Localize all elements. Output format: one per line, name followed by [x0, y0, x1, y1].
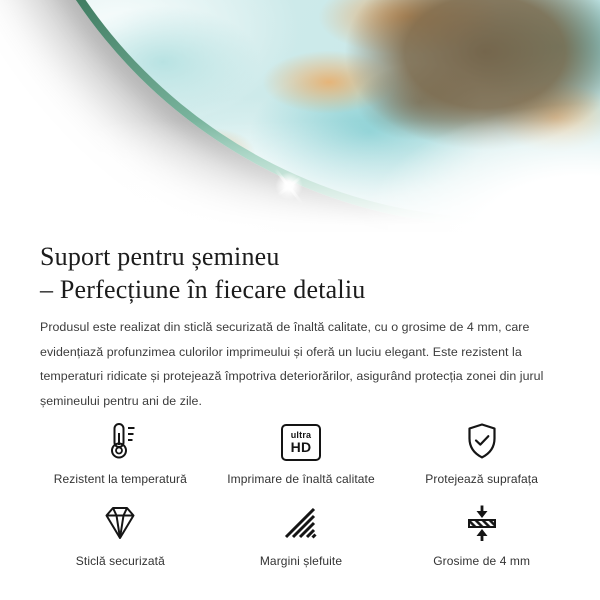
page-title-line2: – Perfecțiune în fiecare detaliu: [40, 275, 366, 304]
content-block: [0, 240, 600, 413]
page-title: [40, 240, 570, 306]
feature-label: Protejează suprafața: [425, 472, 539, 486]
feature-ultra-hd-print: [211, 419, 392, 486]
sparkle-highlight-icon: [274, 171, 304, 201]
polished-edges-icon: [281, 501, 321, 543]
feature-label: Imprimare de înaltă calitate: [227, 472, 375, 486]
ultra-hd-badge-bottom-text: HD: [290, 439, 312, 455]
feature-polished-edges: [211, 501, 392, 568]
ultra-hd-icon: [281, 419, 321, 461]
thickness-icon: [462, 501, 502, 543]
shield-check-icon: [462, 419, 502, 461]
feature-grid: [30, 419, 572, 568]
diamond-icon: [100, 501, 140, 543]
feature-label: Grosime de 4 mm: [433, 554, 531, 568]
feature-temperature-resistant: [30, 419, 211, 486]
feature-label: Rezistent la temperatură: [53, 472, 187, 486]
page-title-line1: Suport pentru șemineu: [40, 242, 280, 271]
feature-protects-surface: [391, 419, 572, 486]
product-description: Produsul este realizat din sticlă securizată de înaltă calitate, cu o grosime de 4 mm, care evidențiază profunzimea culorilor imprimeului și oferă un luciu elegant. Este rezistent la temperaturi ridicate și protejează împotriva deteriorărilor, asigurând protecția zonei din jurul șemineului pentru ani de zile.: [40, 320, 544, 408]
product-photo: [0, 0, 600, 232]
thermometer-icon: [100, 419, 140, 461]
feature-tempered-glass: [30, 501, 211, 568]
feature-label: Margini șlefuite: [259, 554, 343, 568]
ultra-hd-badge-top-text: ultra: [290, 430, 312, 440]
feature-thickness-4mm: [391, 501, 572, 568]
ultra-hd-badge: [281, 424, 321, 461]
feature-label: Sticlă securizată: [75, 554, 165, 568]
